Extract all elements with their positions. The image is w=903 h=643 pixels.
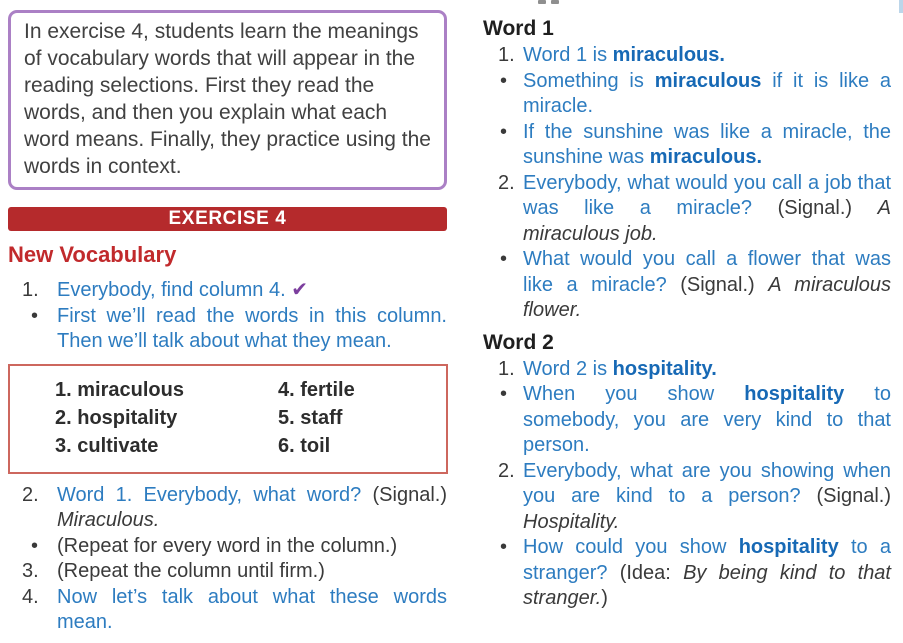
instruction-item [8, 585, 447, 636]
idea-note-close: ) [601, 587, 608, 609]
item-text [57, 483, 447, 534]
vocab-term: miraculous. [649, 146, 763, 168]
bullet-marker: • [500, 248, 508, 270]
item-text [57, 278, 447, 304]
cropped-text-artifact [551, 0, 559, 4]
teacher-script: Word 1 is [523, 44, 613, 66]
instruction-item [483, 535, 891, 612]
instruction-item [483, 357, 891, 383]
teacher-script: When you show [523, 383, 745, 405]
bullet-marker: • [500, 120, 508, 143]
idea-note: (Idea: [619, 561, 684, 584]
student-answer: Hospitality. [523, 510, 620, 533]
teacher-script: to a stranger? [523, 536, 891, 584]
instruction-item [483, 43, 891, 69]
bullet-marker: • [500, 69, 508, 92]
teacher-script: Word 1. Everybody, what word? [57, 483, 373, 506]
instruction-list-bottom [8, 483, 447, 636]
exercise-banner-label: EXERCISE 4 [168, 208, 287, 229]
cropped-text-artifact [899, 0, 903, 13]
instruction-item [483, 459, 891, 536]
teacher-script: What would you call a flower that was like a miracle? [523, 248, 891, 296]
direction-note: (Repeat the column until firm.) [57, 560, 325, 582]
student-answer: A miraculous flower. [523, 273, 892, 321]
vocab-term: hospitality [738, 536, 839, 558]
teacher-script: If the sunshine was like a miracle, the sunshine was [523, 120, 891, 168]
vocab-word: 6. toil [278, 434, 331, 457]
vocab-term: hospitality [744, 383, 845, 405]
student-answer: A miraculous job. [523, 197, 891, 245]
item-number: 3. [22, 560, 39, 582]
teacher-script: Everybody, what would you call a job that was like a miracle? [523, 171, 891, 219]
item-number: 4. [22, 585, 39, 608]
student-answer: By being kind to that stranger. [523, 561, 891, 609]
instruction-item [8, 278, 447, 304]
signal-note: (Signal.) [816, 485, 891, 507]
instruction-item [483, 382, 891, 459]
instruction-item [8, 534, 447, 560]
item-text [523, 382, 891, 459]
teacher-script: Everybody, find column 4. [57, 279, 292, 301]
signal-note: (Signal.) [372, 483, 447, 506]
teacher-script: Everybody, what are you showing when you are kind to a person? [523, 459, 891, 507]
item-text [523, 247, 891, 324]
teacher-note-box [8, 10, 447, 190]
direction-note: (Repeat for every word in the column.) [57, 534, 398, 557]
bullet-marker: • [31, 534, 39, 557]
bullet-marker: • [31, 304, 39, 327]
teacher-script: Now let’s talk about what these words mean. [57, 585, 447, 633]
signal-note: (Signal.) [777, 197, 878, 219]
item-text [523, 69, 891, 120]
instruction-item [8, 483, 447, 534]
vocab-column-2 [278, 376, 355, 460]
word-2-heading: Word 2 [483, 330, 554, 354]
teacher-script: to somebody, you are very kind to that person. [523, 383, 891, 456]
instruction-list-top [8, 278, 447, 355]
item-number: 1. [498, 357, 515, 380]
left-column [8, 10, 447, 636]
item-number: 2. [498, 171, 515, 194]
instruction-item [8, 559, 447, 585]
bullet-marker: • [500, 383, 508, 405]
item-number: 1. [22, 279, 39, 301]
instruction-item [483, 120, 891, 171]
instruction-item [8, 304, 447, 355]
check-mark-icon: ✔ [291, 279, 308, 301]
right-column [483, 17, 891, 612]
instruction-item [483, 171, 891, 248]
section-heading: New Vocabulary [8, 242, 177, 267]
item-text [57, 304, 447, 355]
instruction-item [483, 69, 891, 120]
vocab-word: 4. fertile [278, 378, 355, 401]
item-number: 2. [498, 459, 515, 482]
vocab-word: 5. staff [278, 406, 343, 429]
vocab-term: hospitality. [612, 357, 717, 380]
item-text [523, 357, 891, 383]
teacher-script: First we’ll read the words in this column. Then we’ll talk about what they mean. [57, 304, 447, 352]
word-1-heading: Word 1 [483, 17, 554, 40]
teacher-script: Word 2 is [523, 357, 613, 380]
item-text [523, 120, 891, 171]
vocabulary-word-box [8, 364, 448, 474]
exercise-banner [8, 207, 447, 231]
item-number: 2. [22, 483, 39, 506]
cropped-text-artifact [538, 0, 546, 4]
item-text [57, 585, 447, 636]
item-text [523, 43, 891, 69]
item-text [523, 171, 891, 248]
item-text [57, 534, 447, 560]
teacher-script: How could you show [523, 536, 739, 558]
signal-note: (Signal.) [680, 273, 769, 296]
vocab-column-1 [55, 376, 278, 460]
student-answer: Miraculous. [57, 509, 160, 531]
instruction-item [483, 247, 891, 324]
teacher-note-text: In exercise 4, students learn the meanings of vocabulary words that will appear in the reading selections. First they read the words, and then you explain what each word means. Finally, they practice using the words in context. [24, 20, 431, 178]
teacher-script: if it is like a miracle. [523, 69, 892, 117]
vocab-word: 3. cultivate [55, 434, 159, 457]
item-text [57, 559, 447, 585]
item-text [523, 459, 891, 536]
vocab-term: miraculous [654, 69, 762, 92]
teacher-script: Something is [523, 69, 655, 92]
vocab-word: 2. hospitality [55, 406, 178, 429]
item-text [523, 535, 891, 612]
bullet-marker: • [500, 536, 508, 558]
item-number: 1. [498, 44, 515, 66]
vocab-term: miraculous. [612, 44, 725, 66]
vocab-word: 1. miraculous [55, 378, 184, 401]
